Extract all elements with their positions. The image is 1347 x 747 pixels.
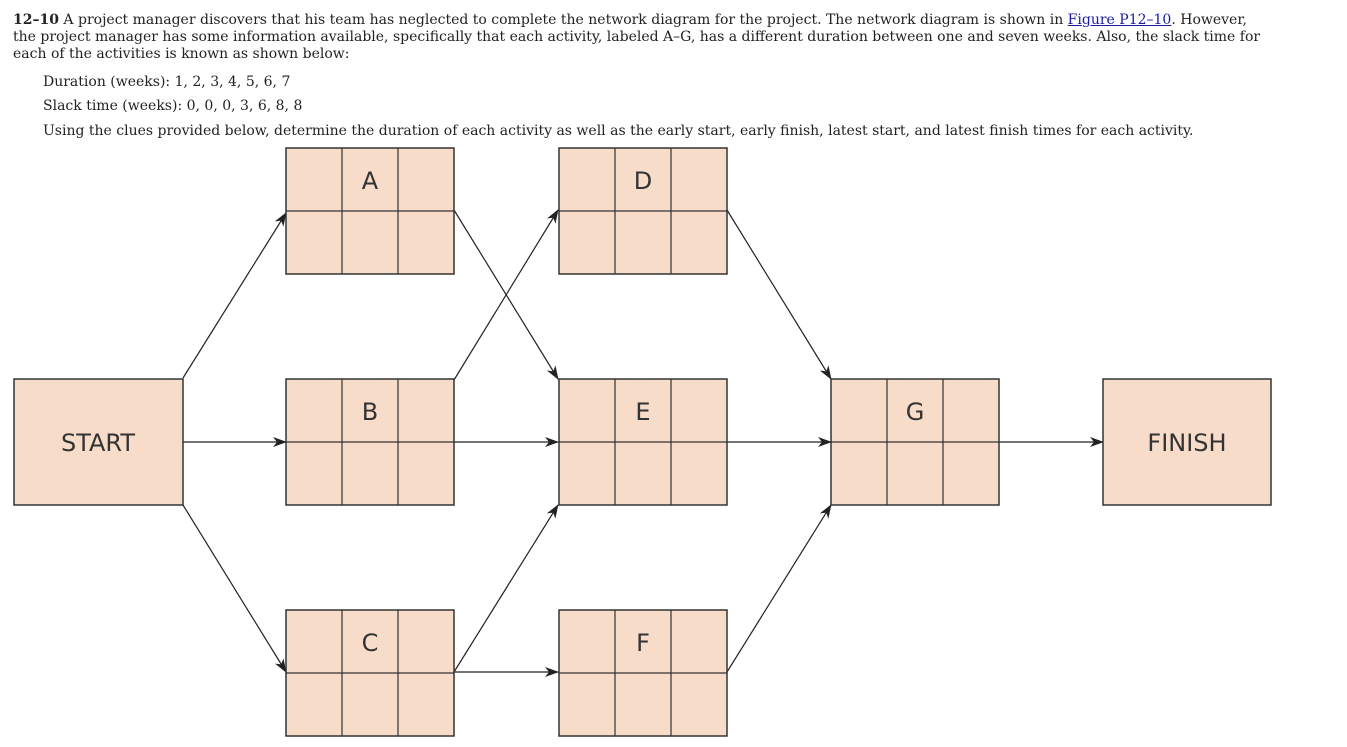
finish-label: FINISH [1147, 429, 1227, 457]
problem-text-before: A project manager discovers that his team has neglected to complete the network diagram for the project. The network diagram is shown in [63, 12, 1064, 28]
activity-node-d [559, 148, 727, 274]
activity-node-c [286, 610, 454, 736]
edge-f-g [727, 505, 831, 672]
start-node [14, 379, 183, 505]
start-label: START [60, 429, 136, 457]
activity-node-f [559, 610, 727, 736]
activity-node-e [559, 379, 727, 505]
activity-label-a: A [361, 167, 379, 195]
activity-label-g: G [905, 398, 925, 426]
edge-start-c [183, 505, 286, 672]
problem-text-after: . However, the project manager has some information available, specifically that each activity, labeled A–G, has a different duration between one and seven weeks. Also, the slack time for each of the activities is known as shown below: [13, 12, 1261, 62]
problem-number: 12–10 [13, 12, 59, 28]
activity-label-c: C [361, 629, 379, 657]
duration-line: Duration (weeks): 1, 2, 3, 4, 5, 6, 7 [43, 74, 291, 90]
edge-start-a [183, 213, 286, 378]
edge-c-e [454, 505, 558, 672]
activity-label-d: D [633, 167, 653, 195]
instruction-line: Using the clues provided below, determine the duration of each activity as well as the early start, early finish, latest start, and latest finish times for each activity. [43, 123, 1194, 139]
edge-d-g [727, 210, 831, 379]
finish-node [1103, 379, 1271, 505]
activity-node-a [286, 148, 454, 274]
slack-line: Slack time (weeks): 0, 0, 0, 3, 6, 8, 8 [43, 98, 303, 114]
activity-node-b [286, 379, 454, 505]
figure-link[interactable]: Figure P12–10 [1067, 12, 1172, 28]
activity-node-g [831, 379, 999, 505]
activity-label-e: E [635, 398, 651, 426]
activity-label-f: F [636, 629, 650, 657]
activity-label-b: B [361, 398, 379, 426]
